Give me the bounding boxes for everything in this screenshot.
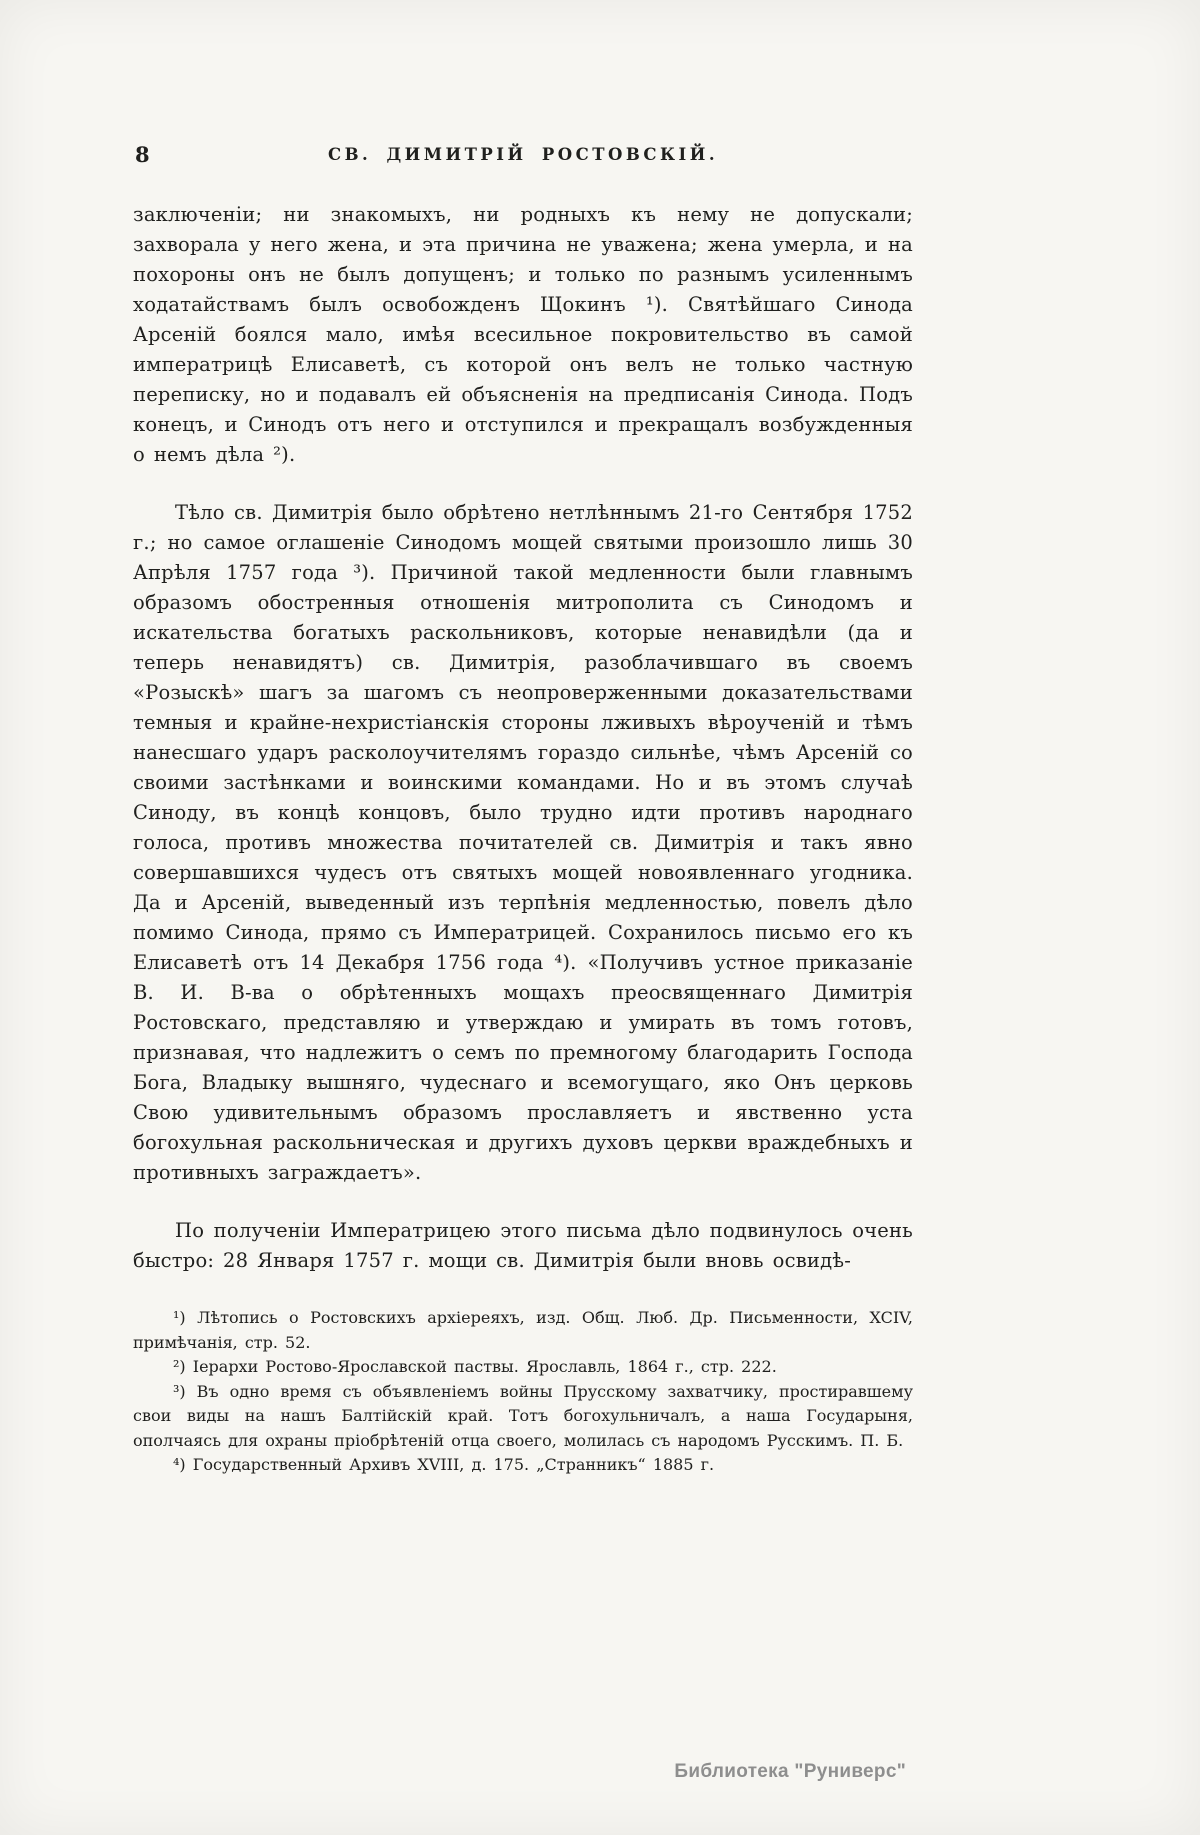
footnote-4: ⁴) Государственный Архивъ XVIII, д. 175. „Странникъ“ 1885 г. — [173, 1455, 715, 1474]
footnote-1: ¹) Лѣтопись о Ростовскихъ архіереяхъ, изд. Общ. Люб. Др. Письменности, XCIV, примѣчанія, стр. 52. — [133, 1308, 913, 1352]
footnote-2: ²) Іерархи Ростово-Ярославской паствы. Ярославль, 1864 г., стр. 222. — [173, 1357, 777, 1376]
paragraph-2: Тѣло св. Димитрія было обрѣтено нетлѣннымъ 21-го Сентября 1752 г.; но самое оглашеніе Синодомъ мощей святыми произошло лишь 30 Апрѣля 1757 года ³). Причиной такой медленности были главнымъ образомъ обостренныя отношенія митрополита съ Синодомъ и искательства богатыхъ раскольниковъ, которые ненавидѣли (да и теперь ненавидятъ) св. Димитрія, разоблачившаго въ своемъ «Розыскѣ» шагъ за шагомъ съ неопроверженными доказательствами темныя и крайне-нехристіанскія стороны лживыхъ вѣроученій и тѣмъ нанесшаго ударъ расколоучителямъ гораздо сильнѣе, чѣмъ Арсеній со своими застѣнками и воинскими командами. Но и въ этомъ случаѣ Синоду, въ концѣ концовъ, было трудно идти противъ народнаго голоса, противъ множества почитателей св. Димитрія и такъ явно совершавшихся чудесъ отъ святыхъ мощей новоявленнаго угодника. Да и Арсеній, выведенный изъ терпѣнія медленностью, повелъ дѣло помимо Синода, прямо съ Императрицей. Сохранилось письмо его къ Елисаветѣ отъ 14 Декабря 1756 года ⁴). «Получивъ устное приказаніе В. И. В-ва о обрѣтенныхъ мощахъ преосвященнаго Димитрія Ростовскаго, представляю и утверждаю и умирать въ томъ готовъ, признавая, что надлежитъ о семъ по премногому благодарить Господа Бога, Владыку вышняго, чудеснаго и всемогущаго, яко Онъ церковь Свою удивительнымъ образомъ прославляетъ и явственно уста богохульная раскольническая и другихъ духовъ церкви враждебныхъ и противныхъ заграждаетъ». — [133, 501, 913, 1184]
page-header-row — [133, 142, 913, 176]
body-text — [133, 200, 913, 1276]
footnote-3: ³) Въ одно время съ объявленіемъ войны Прусскому захватчику, простиравшему свои виды на нашъ Балтійскій край. Тотъ богохульничалъ, а наша Государыня, ополчаясь для охраны пріобрѣтеній отца своего, молилась съ народомъ Русскимъ. П. Б. — [133, 1381, 913, 1450]
footnotes-section — [133, 1302, 913, 1478]
paragraph-3: По полученіи Императрицею этого письма дѣло подвинулось очень быстро: 28 Января 1757 г. мощи св. Димитрія были вновь освидѣ- — [133, 1219, 913, 1272]
library-watermark: Библиотека "Руниверс" — [674, 1761, 906, 1782]
running-header: СВ. ДИМИТРІЙ РОСТОВСКІЙ. — [327, 145, 719, 164]
page-number: 8 — [135, 142, 150, 167]
text-block — [133, 142, 913, 1478]
paragraph-1: заключеніи; ни знакомыхъ, ни родныхъ къ нему не допускали; захворала у него жена, и эта причина не уважена; жена умерла, и на похороны онъ не былъ допущенъ; и только по разнымъ усиленнымъ ходатайствамъ былъ освобожденъ Щокинъ ¹). Святѣйшаго Синода Арсеній боялся мало, имѣя всесильное покровительство въ самой императрицѣ Елисаветѣ, съ которой онъ велъ не только частную переписку, но и подавалъ ей объясненія на предписанія Синода. Подъ конецъ, и Синодъ отъ него и отступился и прекращалъ возбужденныя о немъ дѣла ²). — [133, 203, 913, 466]
